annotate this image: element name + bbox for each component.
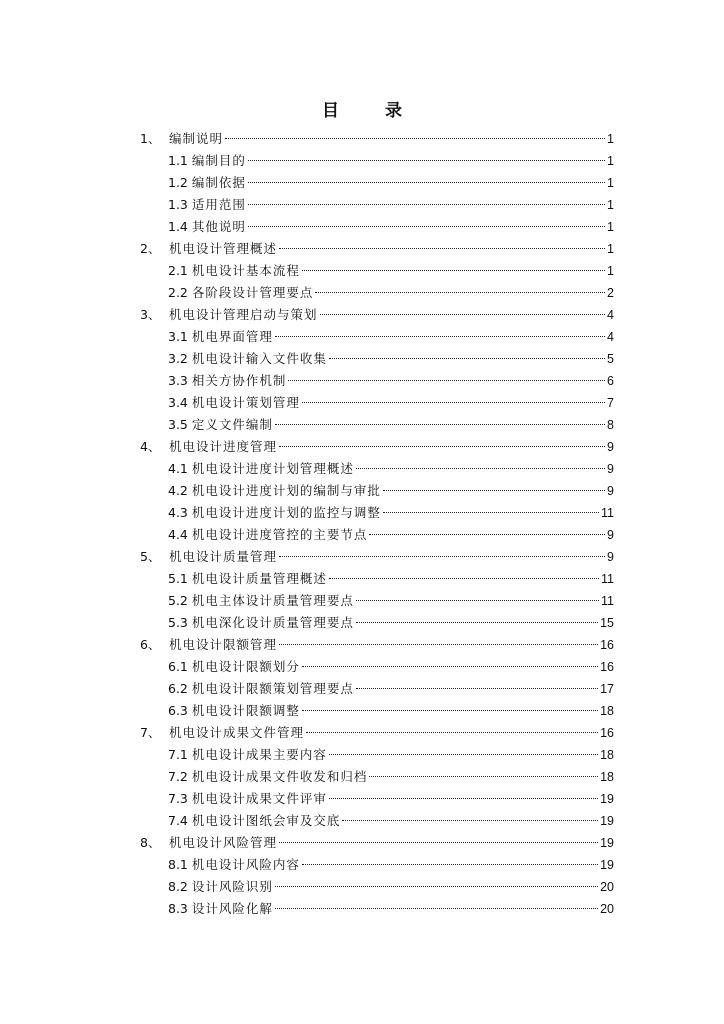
toc-entry-number: 5.2: [168, 593, 188, 608]
toc-entry-page-number: 19: [600, 814, 614, 828]
toc-entry-title: 编制目的: [191, 153, 246, 168]
dot-leader: [369, 776, 598, 777]
toc-entry-page-number: 18: [600, 748, 614, 762]
toc-entry-chapter[interactable]: [140, 304, 614, 326]
toc-entry-number: 4.3: [168, 505, 188, 520]
toc-entry-number: 3.2: [168, 351, 188, 366]
toc-entry-page-number: 16: [600, 726, 614, 740]
toc-entry-page-number: 16: [600, 660, 614, 674]
dot-leader: [302, 402, 605, 403]
toc-entry-section[interactable]: [140, 788, 614, 810]
toc-entry-page-number: 9: [607, 462, 614, 476]
toc-entry-title: 机电设计限额策划管理要点: [191, 681, 354, 696]
toc-entry-page-number: 16: [600, 638, 614, 652]
toc-entry-page-number: 19: [600, 858, 614, 872]
toc-entry-number: 6.2: [168, 681, 188, 696]
toc-entry-page-number: 1: [607, 220, 614, 234]
toc-entry-number: 8、: [140, 835, 161, 850]
toc-entry-number: 3.1: [168, 329, 188, 344]
dot-leader: [356, 600, 599, 601]
toc-entry-section[interactable]: [140, 524, 614, 546]
toc-entry-title: 机电设计成果文件评审: [191, 791, 327, 806]
dot-leader: [275, 886, 598, 887]
toc-entry-page-number: 5: [607, 352, 614, 366]
dot-leader: [383, 490, 605, 491]
toc-entry-chapter[interactable]: [140, 238, 614, 260]
toc-entry-section[interactable]: [140, 678, 614, 700]
toc-entry-title: 机电界面管理: [191, 329, 273, 344]
toc-entry-section[interactable]: [140, 502, 614, 524]
dot-leader: [279, 248, 605, 249]
toc-entry-page-number: 11: [601, 506, 614, 520]
toc-entry-title: 机电设计质量管理概述: [191, 571, 327, 586]
toc-entry-page-number: 19: [600, 792, 614, 806]
toc-entry-number: 7.3: [168, 791, 188, 806]
toc-entry-page-number: 1: [607, 242, 614, 256]
toc-entry-number: 8.1: [168, 857, 188, 872]
toc-entry-page-number: 11: [601, 572, 614, 586]
toc-entry-number: 3.3: [168, 373, 188, 388]
toc-entry-title: 机电设计成果主要内容: [191, 747, 327, 762]
dot-leader: [302, 710, 598, 711]
toc-entry-title: 机电设计质量管理: [169, 549, 278, 564]
toc-entry-title: 机电设计策划管理: [191, 395, 300, 410]
toc-entry-section[interactable]: [140, 810, 614, 832]
toc-entry-chapter[interactable]: [140, 128, 614, 150]
toc-entry-page-number: 8: [607, 418, 614, 432]
toc-entry-section[interactable]: [140, 392, 614, 414]
dot-leader: [369, 534, 605, 535]
toc-entry-title: 其他说明: [191, 219, 246, 234]
toc-entry-chapter[interactable]: [140, 546, 614, 568]
toc-entry-title: 适用范围: [191, 197, 246, 212]
toc-entry-title: 机电设计成果文件收发和归档: [191, 769, 368, 784]
toc-entry-title: 编制说明: [169, 131, 224, 146]
table-of-contents: [140, 128, 614, 920]
dot-leader: [329, 754, 598, 755]
toc-entry-section[interactable]: [140, 150, 614, 172]
toc-entry-section[interactable]: [140, 370, 614, 392]
dot-leader: [342, 820, 598, 821]
toc-entry-page-number: 11: [601, 594, 614, 608]
toc-entry-page-number: 17: [600, 682, 614, 696]
dot-leader: [275, 424, 605, 425]
toc-entry-title: 机电设计进度管控的主要节点: [191, 527, 368, 542]
toc-entry-title: 相关方协作机制: [191, 373, 287, 388]
dot-leader: [275, 908, 598, 909]
toc-entry-section[interactable]: [140, 458, 614, 480]
toc-entry-page-number: 20: [600, 902, 614, 916]
dot-leader: [356, 468, 605, 469]
toc-entry-number: 3.5: [168, 417, 188, 432]
toc-entry-title: 设计风险识别: [191, 879, 273, 894]
toc-entry-number: 2.2: [168, 285, 188, 300]
toc-entry-section[interactable]: [140, 282, 614, 304]
toc-entry-number: 2、: [140, 241, 161, 256]
toc-entry-section[interactable]: [140, 194, 614, 216]
dot-leader: [248, 226, 605, 227]
toc-entry-page-number: 9: [607, 484, 614, 498]
dot-leader: [315, 292, 605, 293]
toc-entry-title: 机电设计成果文件管理: [169, 725, 305, 740]
toc-entry-title: 机电设计风险管理: [169, 835, 278, 850]
toc-entry-section[interactable]: [140, 348, 614, 370]
dot-leader: [279, 644, 598, 645]
toc-entry-number: 3.4: [168, 395, 188, 410]
toc-entry-page-number: 9: [607, 528, 614, 542]
toc-entry-page-number: 1: [607, 198, 614, 212]
toc-entry-section[interactable]: [140, 326, 614, 348]
toc-entry-number: 7.2: [168, 769, 188, 784]
toc-entry-number: 1.2: [168, 175, 188, 190]
toc-entry-title: 机电设计进度计划的编制与审批: [191, 483, 381, 498]
toc-entry-number: 3、: [140, 307, 161, 322]
toc-entry-page-number: 4: [607, 330, 614, 344]
toc-entry-number: 5.3: [168, 615, 188, 630]
dot-leader: [356, 688, 598, 689]
toc-entry-number: 7.4: [168, 813, 188, 828]
toc-entry-section[interactable]: [140, 260, 614, 282]
dot-leader: [329, 358, 605, 359]
toc-entry-title: 定义文件编制: [191, 417, 273, 432]
toc-entry-number: 1.1: [168, 153, 188, 168]
toc-entry-title: 机电设计图纸会审及交底: [191, 813, 341, 828]
toc-entry-title: 各阶段设计管理要点: [191, 285, 314, 300]
toc-entry-title: 编制依据: [191, 175, 246, 190]
dot-leader: [275, 336, 605, 337]
toc-entry-section[interactable]: [140, 612, 614, 634]
toc-entry-page-number: 1: [607, 154, 614, 168]
toc-entry-number: 7.1: [168, 747, 188, 762]
toc-entry-number: 5.1: [168, 571, 188, 586]
toc-entry-section[interactable]: [140, 590, 614, 612]
dot-leader: [302, 666, 598, 667]
toc-entry-number: 6、: [140, 637, 161, 652]
dot-leader: [306, 732, 598, 733]
toc-entry-title: 机电设计基本流程: [191, 263, 300, 278]
toc-entry-chapter[interactable]: [140, 722, 614, 744]
toc-entry-number: 4.1: [168, 461, 188, 476]
toc-entry-title: 机电设计进度计划的监控与调整: [191, 505, 381, 520]
toc-entry-number: 4、: [140, 439, 161, 454]
dot-leader: [279, 446, 605, 447]
toc-entry-page-number: 18: [600, 704, 614, 718]
toc-entry-number: 8.2: [168, 879, 188, 894]
toc-entry-section[interactable]: [140, 854, 614, 876]
toc-entry-title: 机电设计输入文件收集: [191, 351, 327, 366]
toc-entry-section[interactable]: [140, 568, 614, 590]
dot-leader: [288, 380, 605, 381]
toc-entry-chapter[interactable]: [140, 634, 614, 656]
toc-entry-title: 机电设计进度计划管理概述: [191, 461, 354, 476]
dot-leader: [302, 864, 598, 865]
dot-leader: [248, 160, 605, 161]
toc-entry-title: 机电深化设计质量管理要点: [191, 615, 354, 630]
toc-entry-title: 机电设计风险内容: [191, 857, 300, 872]
toc-entry-number: 8.3: [168, 901, 188, 916]
toc-entry-page-number: 19: [600, 836, 614, 850]
toc-entry-number: 1、: [140, 131, 161, 146]
dot-leader: [320, 314, 606, 315]
dot-leader: [248, 204, 605, 205]
toc-entry-section[interactable]: [140, 898, 614, 920]
toc-entry-number: 4.4: [168, 527, 188, 542]
toc-entry-section[interactable]: [140, 766, 614, 788]
dot-leader: [248, 182, 605, 183]
toc-entry-section[interactable]: [140, 744, 614, 766]
toc-entry-title: 机电设计限额调整: [191, 703, 300, 718]
toc-entry-number: 6.3: [168, 703, 188, 718]
dot-leader: [356, 622, 598, 623]
toc-entry-chapter[interactable]: [140, 436, 614, 458]
toc-entry-number: 2.1: [168, 263, 188, 278]
toc-entry-title: 机电主体设计质量管理要点: [191, 593, 354, 608]
toc-entry-page-number: 20: [600, 880, 614, 894]
toc-entry-title: 机电设计限额划分: [191, 659, 300, 674]
toc-entry-page-number: 7: [607, 396, 614, 410]
toc-entry-section[interactable]: [140, 216, 614, 238]
toc-entry-section[interactable]: [140, 656, 614, 678]
toc-entry-chapter[interactable]: [140, 832, 614, 854]
toc-entry-page-number: 1: [607, 176, 614, 190]
dot-leader: [225, 138, 605, 139]
toc-entry-page-number: 18: [600, 770, 614, 784]
toc-entry-page-number: 15: [600, 616, 614, 630]
toc-entry-number: 6.1: [168, 659, 188, 674]
dot-leader: [302, 270, 605, 271]
dot-leader: [279, 842, 598, 843]
toc-entry-title: 机电设计限额管理: [169, 637, 278, 652]
toc-entry-title: 机电设计管理启动与策划: [169, 307, 318, 322]
page-title: 目 录: [322, 101, 422, 121]
dot-leader: [329, 798, 598, 799]
toc-entry-number: 1.4: [168, 219, 188, 234]
toc-entry-section[interactable]: [140, 700, 614, 722]
toc-entry-number: 1.3: [168, 197, 188, 212]
toc-entry-section[interactable]: [140, 414, 614, 436]
toc-entry-section[interactable]: [140, 876, 614, 898]
toc-entry-section[interactable]: [140, 172, 614, 194]
toc-entry-section[interactable]: [140, 480, 614, 502]
toc-entry-page-number: 2: [607, 286, 614, 300]
toc-entry-page-number: 1: [607, 264, 614, 278]
toc-entry-page-number: 4: [607, 308, 614, 322]
toc-entry-page-number: 9: [607, 550, 614, 564]
toc-entry-page-number: 6: [607, 374, 614, 388]
dot-leader: [383, 512, 599, 513]
toc-entry-title: 机电设计管理概述: [169, 241, 278, 256]
toc-entry-number: 7、: [140, 725, 161, 740]
dot-leader: [279, 556, 605, 557]
dot-leader: [329, 578, 599, 579]
toc-entry-number: 4.2: [168, 483, 188, 498]
toc-entry-number: 5、: [140, 549, 161, 564]
toc-entry-title: 设计风险化解: [191, 901, 273, 916]
toc-entry-title: 机电设计进度管理: [169, 439, 278, 454]
toc-entry-page-number: 1: [607, 132, 614, 146]
toc-entry-page-number: 9: [607, 440, 614, 454]
